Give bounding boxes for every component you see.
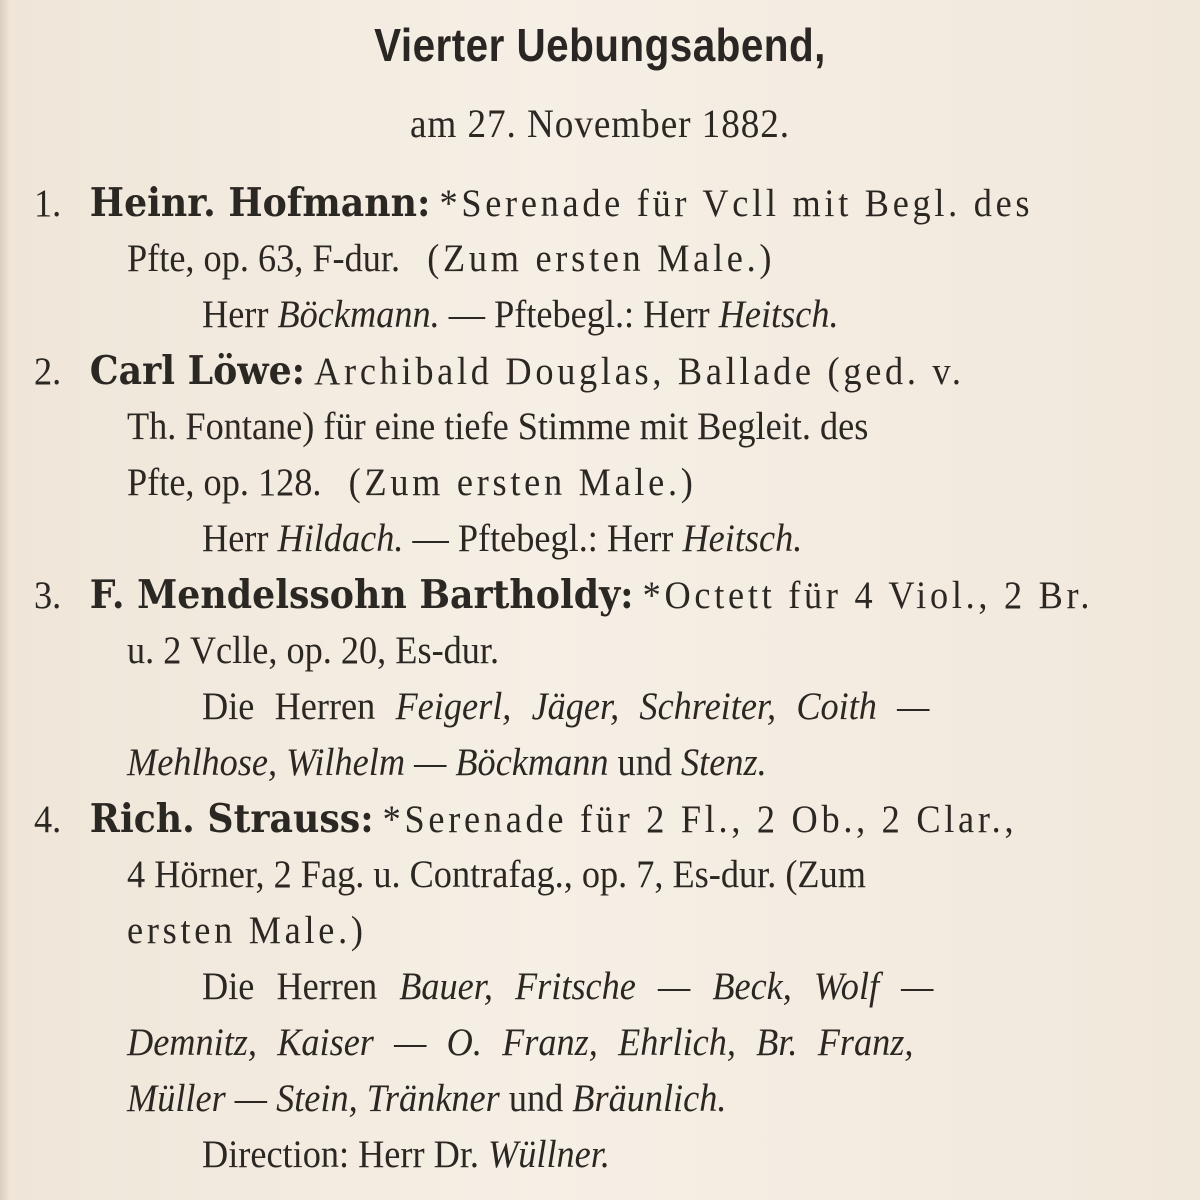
accompanist-name: Heitsch.: [682, 517, 803, 560]
first-performance-note: (Zum ersten Male.): [427, 237, 776, 280]
performer-name: Hildach.: [277, 517, 404, 560]
work-details: 4 Hörner, 2 Fag. u. Contrafag., op. 7, Es-dur. (Zum: [127, 853, 866, 896]
performer-name: Ehrlich,: [618, 1021, 736, 1064]
item-2-line-1: [34, 348, 965, 394]
performer-name: Wilhelm — Böckmann: [286, 741, 609, 784]
performer-name: Stenz.: [681, 741, 767, 784]
performer-name: Mehlhose,: [127, 741, 278, 784]
composer-name: F. Mendelssohn Bartholdy:: [89, 572, 634, 618]
work-details: u. 2 Vclle, op. 20, Es-dur.: [127, 629, 500, 672]
performer-name: Demnitz,: [127, 1021, 257, 1064]
item-3-line-1: [34, 572, 1093, 618]
composer-name: Rich. Strauss:: [89, 796, 374, 842]
item-1-line-1: [34, 180, 1033, 226]
und-label: und: [508, 1077, 564, 1120]
work-details: Th. Fontane) für eine tiefe Stimme mit Begleit. des: [127, 405, 869, 448]
item-2-line-3: [127, 460, 697, 505]
performer-name: Böckmann.: [277, 293, 440, 336]
item-number: 2.: [34, 350, 62, 393]
performer-name: Bauer,: [399, 965, 493, 1008]
item-number: 4.: [34, 798, 62, 841]
program-title: Vierter Uebungsabend,: [374, 19, 826, 71]
item-number: 3.: [34, 574, 62, 617]
work-title: *Serenade für Vcll mit Begl. des: [439, 182, 1034, 225]
performer-name: Br. Franz,: [756, 1021, 914, 1064]
performer-name: Tränkner: [366, 1077, 500, 1120]
item-number: 1.: [34, 182, 62, 225]
item-4-performers-1: [202, 964, 933, 1009]
item-3-performers-2: [127, 740, 767, 785]
performer-name: Wolf —: [813, 965, 934, 1008]
direction-label: Direction: Herr Dr.: [202, 1133, 479, 1176]
accompaniment-label: — Pftebegl.: Herr: [448, 293, 710, 336]
work-details: Pfte, op. 63, F-dur.: [127, 237, 401, 280]
performer-name: Fritsche — Beck,: [515, 965, 792, 1008]
item-1-performers: [202, 292, 839, 337]
und-label: und: [617, 741, 672, 784]
performer-name: Coith —: [796, 685, 930, 728]
item-4-line-2: [127, 852, 866, 897]
accompaniment-label: — Pftebegl.: Herr: [412, 517, 674, 560]
work-title: Archibald Douglas, Ballade (ged. v.: [314, 350, 965, 393]
item-2-performers: [202, 516, 802, 561]
work-details: Pfte, op. 128.: [127, 461, 322, 504]
composer-name: Carl Löwe:: [89, 348, 306, 394]
work-title: *Serenade für 2 Fl., 2 Ob., 2 Clar.,: [382, 798, 1018, 841]
die-herren-label: Die Herren: [202, 965, 378, 1008]
page-edge-shadow: [0, 0, 10, 1200]
herr-label: Herr: [202, 517, 269, 560]
item-3-line-2: [127, 628, 499, 673]
performer-name: Feigerl,: [395, 685, 512, 728]
work-title: *Octett für 4 Viol., 2 Br.: [642, 574, 1094, 617]
program-date: am 27. November 1882.: [409, 101, 791, 146]
item-4-performers-3: [127, 1076, 726, 1121]
first-performance-note: ersten Male.): [127, 909, 367, 952]
performer-name: Jäger,: [531, 685, 620, 728]
first-performance-note: (Zum ersten Male.): [348, 461, 697, 504]
performer-name: Schreiter,: [639, 685, 777, 728]
accompanist-name: Heitsch.: [718, 293, 839, 336]
die-herren-label: Die Herren: [202, 685, 376, 728]
herr-label: Herr: [202, 293, 269, 336]
item-3-performers-1: [202, 684, 929, 729]
item-1-line-2: [127, 236, 775, 281]
performer-name: Bräunlich.: [572, 1077, 727, 1120]
conductor-name: Wüllner.: [488, 1133, 610, 1176]
direction-line: [202, 1132, 610, 1177]
item-4-line-3: [127, 908, 367, 953]
item-2-line-2: [127, 404, 868, 449]
item-4-performers-2: [127, 1020, 913, 1065]
item-4-line-1: [34, 796, 1017, 842]
performer-name: Müller — Stein,: [127, 1077, 358, 1120]
performer-name: Kaiser — O. Franz,: [277, 1021, 598, 1064]
composer-name: Heinr. Hofmann:: [89, 180, 431, 226]
